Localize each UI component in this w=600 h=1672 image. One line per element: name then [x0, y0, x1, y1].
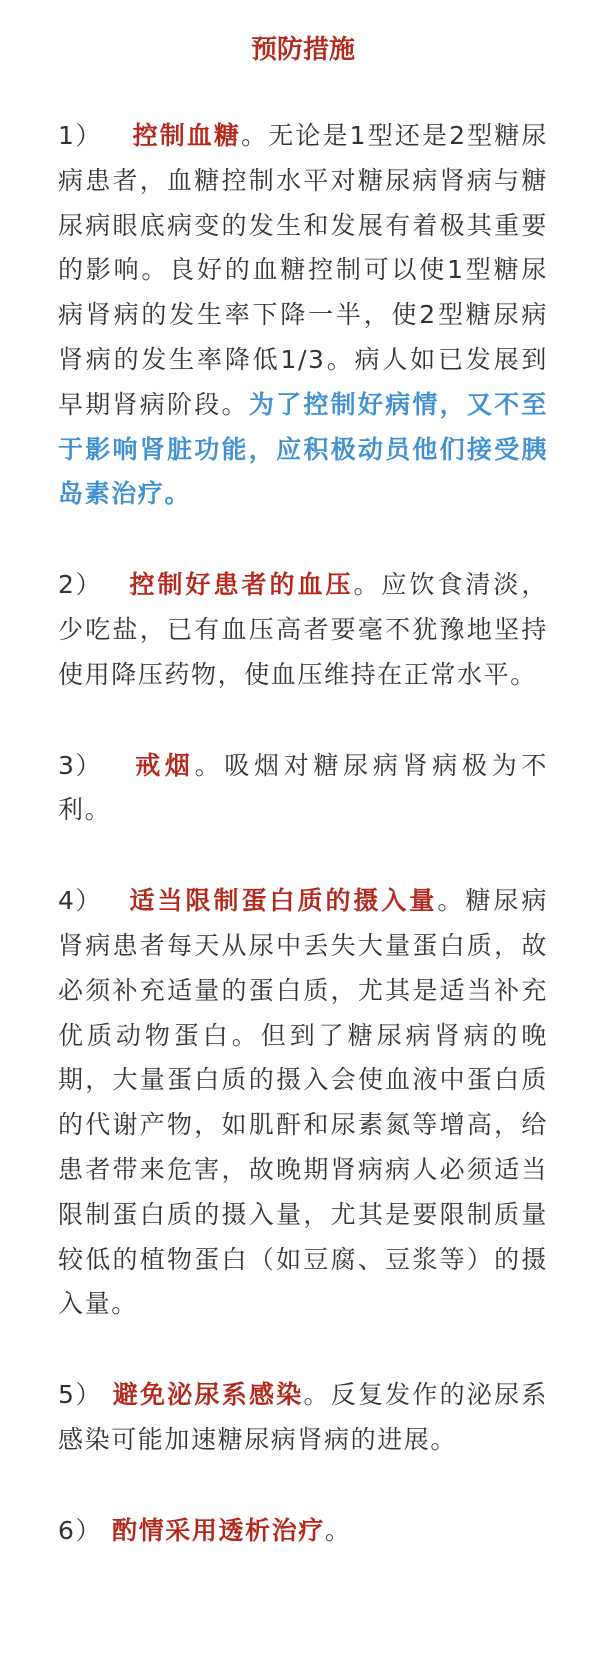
item-number: 2） — [58, 570, 103, 600]
item-heading: 戒烟 — [132, 750, 195, 780]
item-heading: 适当限制蛋白质的摄入量 — [128, 886, 438, 916]
item-number: 5） — [58, 1380, 103, 1410]
section-title: 预防措施 — [250, 35, 355, 65]
item-highlight: 为了控制好病情，又不至于影响肾脏功能，应积极动员他们接受胰岛素治疗。 — [58, 389, 548, 509]
item-number: 4） — [58, 886, 103, 916]
measure-item-4 — [58, 879, 548, 1327]
item-heading: 控制血糖 — [132, 121, 242, 150]
item-body: 。反复发作的泌尿系感染可能加速糖尿病肾病的进展。 — [58, 1380, 548, 1454]
item-number: 3） — [58, 750, 103, 780]
measure-item-2 — [58, 563, 548, 697]
item-body: 。糖尿病肾病患者每天从尿中丢失大量蛋白质，故必须补充适量的蛋白质，尤其是适当补充优质动物蛋白。但到了糖尿病肾病的晚期，大量蛋白质的摄入会使血液中蛋白质的代谢产物，如肌酐和尿素氮等增高，给患者带来危害，故晚期肾病病人必须适当限制蛋白质的摄入量，尤其是要限制质量较低的植物蛋白（如豆腐、豆浆等）的摄入量。 — [58, 886, 548, 1319]
item-number: 6） — [58, 1515, 103, 1545]
measure-item-6 — [58, 1509, 548, 1554]
measure-item-3 — [58, 744, 548, 834]
item-body: 。应饮食清淡，少吃盐，已有血压高者要毫不犹豫地坚持使用降压药物，使血压维持在正常水平。 — [58, 570, 548, 689]
measure-item-5 — [58, 1373, 548, 1463]
item-heading: 控制好患者的血压 — [128, 570, 354, 600]
item-number: 1） — [58, 121, 103, 150]
item-heading: 避免泌尿系感染 — [112, 1380, 304, 1410]
item-body: 。吸烟对糖尿病肾病极为不利。 — [58, 750, 549, 825]
item-body: 。无论是1型还是2型糖尿病患者，血糖控制水平对糖尿病肾病与糖尿病眼底病变的发生和发展有着极其重要的影响。良好的血糖控制可以使1型糖尿病肾病的发生率下降一半，使2型糖尿病肾病的发生率降低1/3。病人如已发展到早期肾病阶段。 — [58, 121, 548, 419]
measure-item-1 — [58, 114, 548, 517]
item-heading: 酌情采用透析治疗 — [112, 1515, 325, 1545]
item-body: 。 — [324, 1515, 352, 1545]
